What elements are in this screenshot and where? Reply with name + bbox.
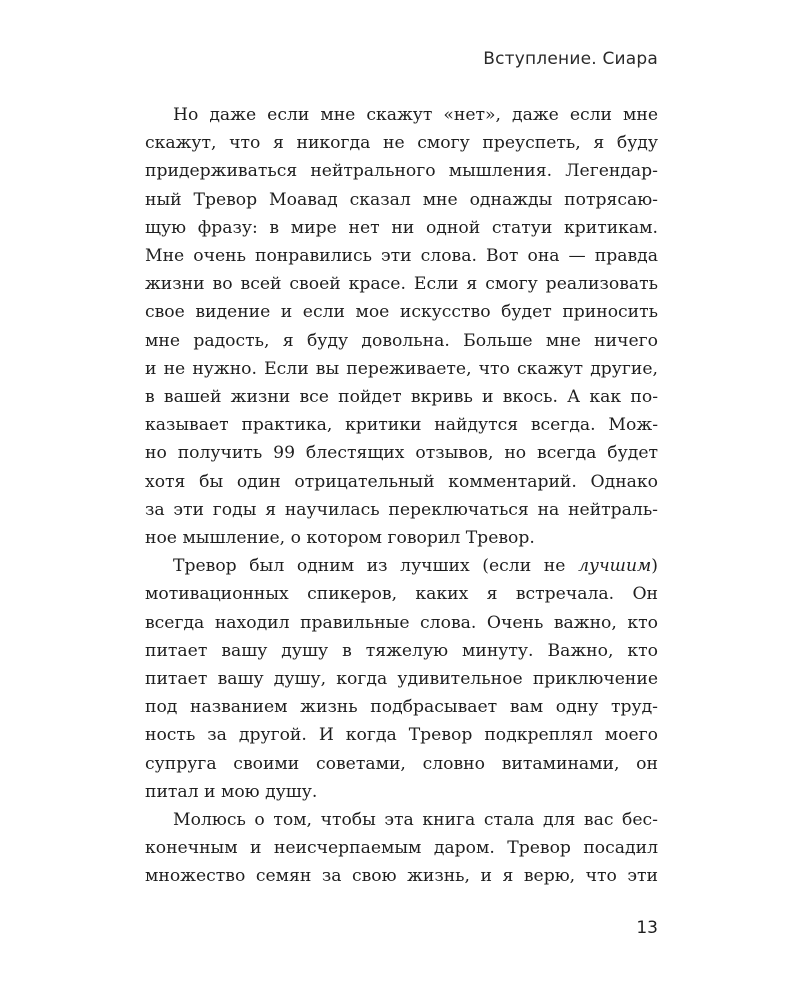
text-line: и не нужно. Если вы переживаете, что скажут другие, [145,358,658,379]
text-line: жизни во всей своей красе. Если я смогу реализовать [145,274,658,295]
text-line: хотя бы один отрицательный комментарий. Однако [145,471,658,492]
text-line: казывает практика, критики найдутся всегда. Мож- [145,415,658,436]
text-line: Мне очень понравились эти слова. Вот она — правда [145,246,658,267]
paragraph-1 [145,101,658,552]
paragraph-2 [145,552,658,806]
paragraph-3 [145,806,658,891]
text-line: ное мышление, о котором говорил Тревор. [145,528,535,549]
text-line: конечным и неисчерпаемым даром. Тревор посадил [145,838,658,859]
text-line: питает вашу душу в тяжелую минуту. Важно, кто [145,640,658,661]
italic-emphasis: лучшим [578,556,652,577]
text-line: питает вашу душу, когда удивительное приключение [145,669,658,690]
text-run: ) [651,556,658,577]
text-line: множество семян за свою жизнь, и я верю, что эти [145,866,658,887]
text-line: скажут, что я никогда не смогу преуспеть, я буду [145,133,658,154]
text-line: питал и мою душу. [145,781,318,802]
text-line: за эти годы я научилась переключаться на нейтраль- [145,499,658,520]
running-header-title: Вступление. Сиара [483,49,658,69]
text-line: щую фразу: в мире нет ни одной статуи критикам. [145,217,658,238]
text-line: ность за другой. И когда Тревор подкреплял моего [145,725,658,746]
text-line: всегда находил правильные слова. Очень важно, кто [145,612,658,633]
text-line [145,552,658,580]
text-line: придерживаться нейтрального мышления. Легендар- [145,161,658,182]
text-line: Но даже если мне скажут «нет», даже если мне [173,105,658,125]
page-number: 13 [636,918,658,938]
text-line: супруга своими советами, словно витаминами, он [145,753,658,774]
text-line: свое видение и если мое искусство будет приносить [145,302,658,323]
text-line: Молюсь о том, чтобы эта книга стала для вас бес- [173,810,658,831]
body-text [145,101,658,891]
text-line: мотивационных спикеров, каких я встречала. Он [145,584,658,605]
text-line: в вашей жизни все пойдет вкривь и вкось. А как по- [145,387,658,408]
text-run: Тревор был одним из лучших (если не [173,556,579,577]
text-line: но получить 99 блестящих отзывов, но всегда будет [145,443,658,464]
text-line: ный Тревор Моавад сказал мне однажды потрясаю- [145,189,658,210]
text-line: мне радость, я буду довольна. Больше мне ничего [145,330,658,351]
text-line: под названием жизнь подбрасывает вам одну труд- [145,697,658,718]
